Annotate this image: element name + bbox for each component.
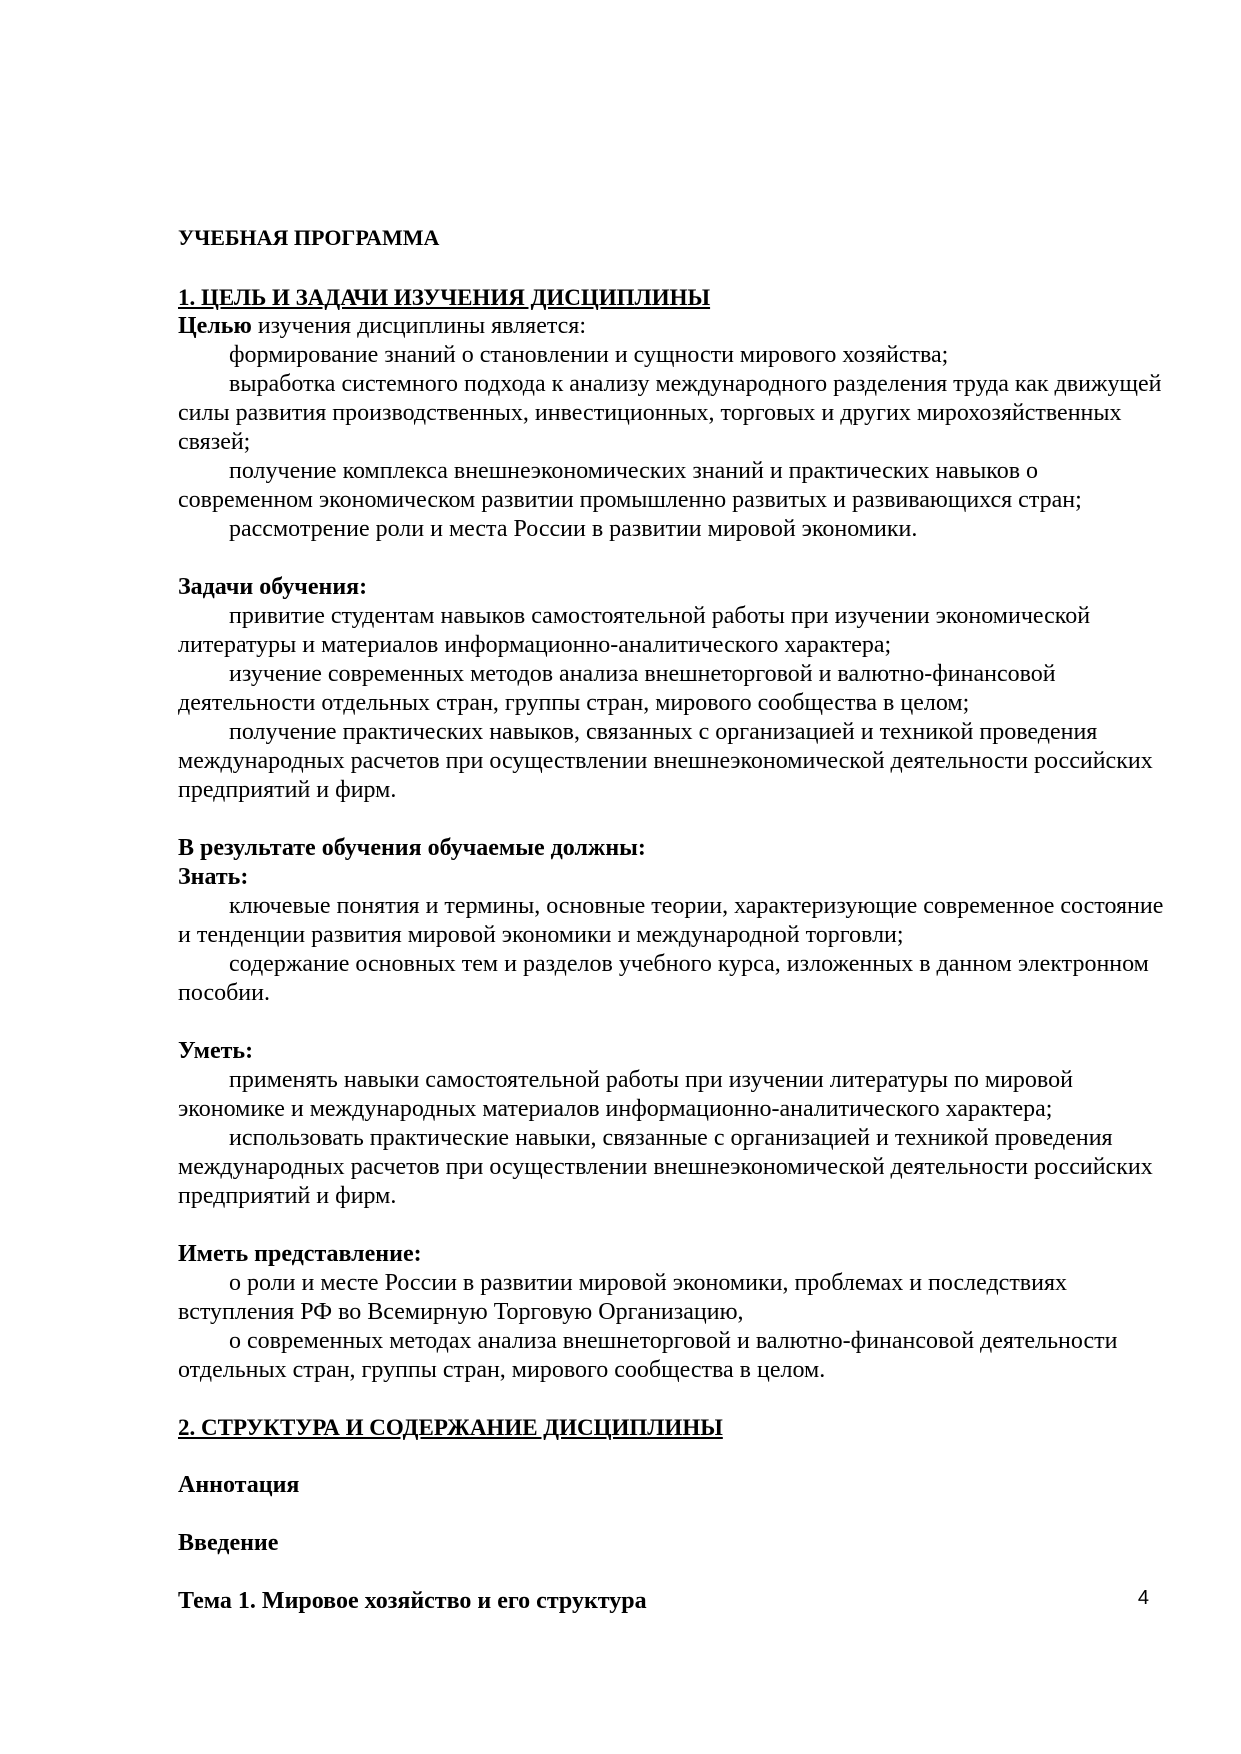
task-item: получение практических навыков, связанных с организацией и техникой проведения международных расчетов при осуществлении внешнеэкономической деятельности российских предприятий и фирм. [178, 719, 1153, 803]
skill-item: использовать практические навыки, связанные с организацией и техникой проведения международных расчетов при осуществлении внешнеэкономической деятельности российских предприятий и фирм. [178, 1125, 1153, 1209]
idea-item: о роли и месте России в развитии мировой экономики, проблемах и последствиях вступления РФ во Всемирную Торговую Организацию, [178, 1270, 1068, 1325]
tasks-heading: Задачи обучения: [178, 574, 368, 600]
goal-item: рассмотрение роли и места России в развитии мировой экономики. [229, 516, 918, 542]
goal-bold-label: Целью [178, 313, 252, 339]
page-number: 4 [1137, 1587, 1149, 1609]
task-item: привитие студентам навыков самостоятельной работы при изучении экономической литературы и материалов информационно-аналитического характера; [178, 603, 1091, 658]
goal-intro [178, 312, 1168, 341]
goal-item: получение комплекса внешнеэкономических знаний и практических навыков о современном экономическом развитии промышленно развитых и развивающихся стран; [178, 458, 1082, 513]
know-heading: Знать: [178, 864, 249, 890]
goal-item: формирование знаний о становлении и сущности мирового хозяйства; [229, 342, 949, 368]
goal-item: выработка системного подхода к анализу международного разделения труда как движущей силы развития производственных, инвестиционных, торговых и других мирохозяйственных связей; [178, 371, 1162, 455]
toc-item-topic-1: Тема 1. Мировое хозяйство и его структура [178, 1588, 647, 1614]
toc-item-annotation: Аннотация [178, 1472, 300, 1498]
results-heading: В результате обучения обучаемые должны: [178, 835, 646, 861]
idea-item: о современных методах анализа внешнеторговой и валютно-финансовой деятельности отдельных стран, группы стран, мирового сообщества в целом. [178, 1328, 1118, 1383]
page-content [178, 224, 1168, 1616]
idea-heading: Иметь представление: [178, 1241, 422, 1267]
section-1-heading: 1. ЦЕЛЬ И ЗАДАЧИ ИЗУЧЕНИЯ ДИСЦИПЛИНЫ [178, 285, 711, 310]
know-item: содержание основных тем и разделов учебного курса, изложенных в данном электронном пособии. [178, 951, 1149, 1006]
section-2-heading: 2. СТРУКТУРА И СОДЕРЖАНИЕ ДИСЦИПЛИНЫ [178, 1415, 723, 1440]
skill-item: применять навыки самостоятельной работы при изучении литературы по мировой экономике и международных материалов информационно-аналитического характера; [178, 1067, 1073, 1122]
toc-item-introduction: Введение [178, 1530, 279, 1556]
task-item: изучение современных методов анализа внешнеторговой и валютно-финансовой деятельности отдельных стран, группы стран, мирового сообщества в целом; [178, 661, 1056, 716]
know-item: ключевые понятия и термины, основные теории, характеризующие современное состояние и тенденции развития мировой экономики и международной торговли; [178, 893, 1164, 948]
goal-intro-text: изучения дисциплины является: [251, 313, 586, 339]
skills-heading: Уметь: [178, 1038, 254, 1064]
document-title: УЧЕБНАЯ ПРОГРАММА [178, 225, 440, 250]
